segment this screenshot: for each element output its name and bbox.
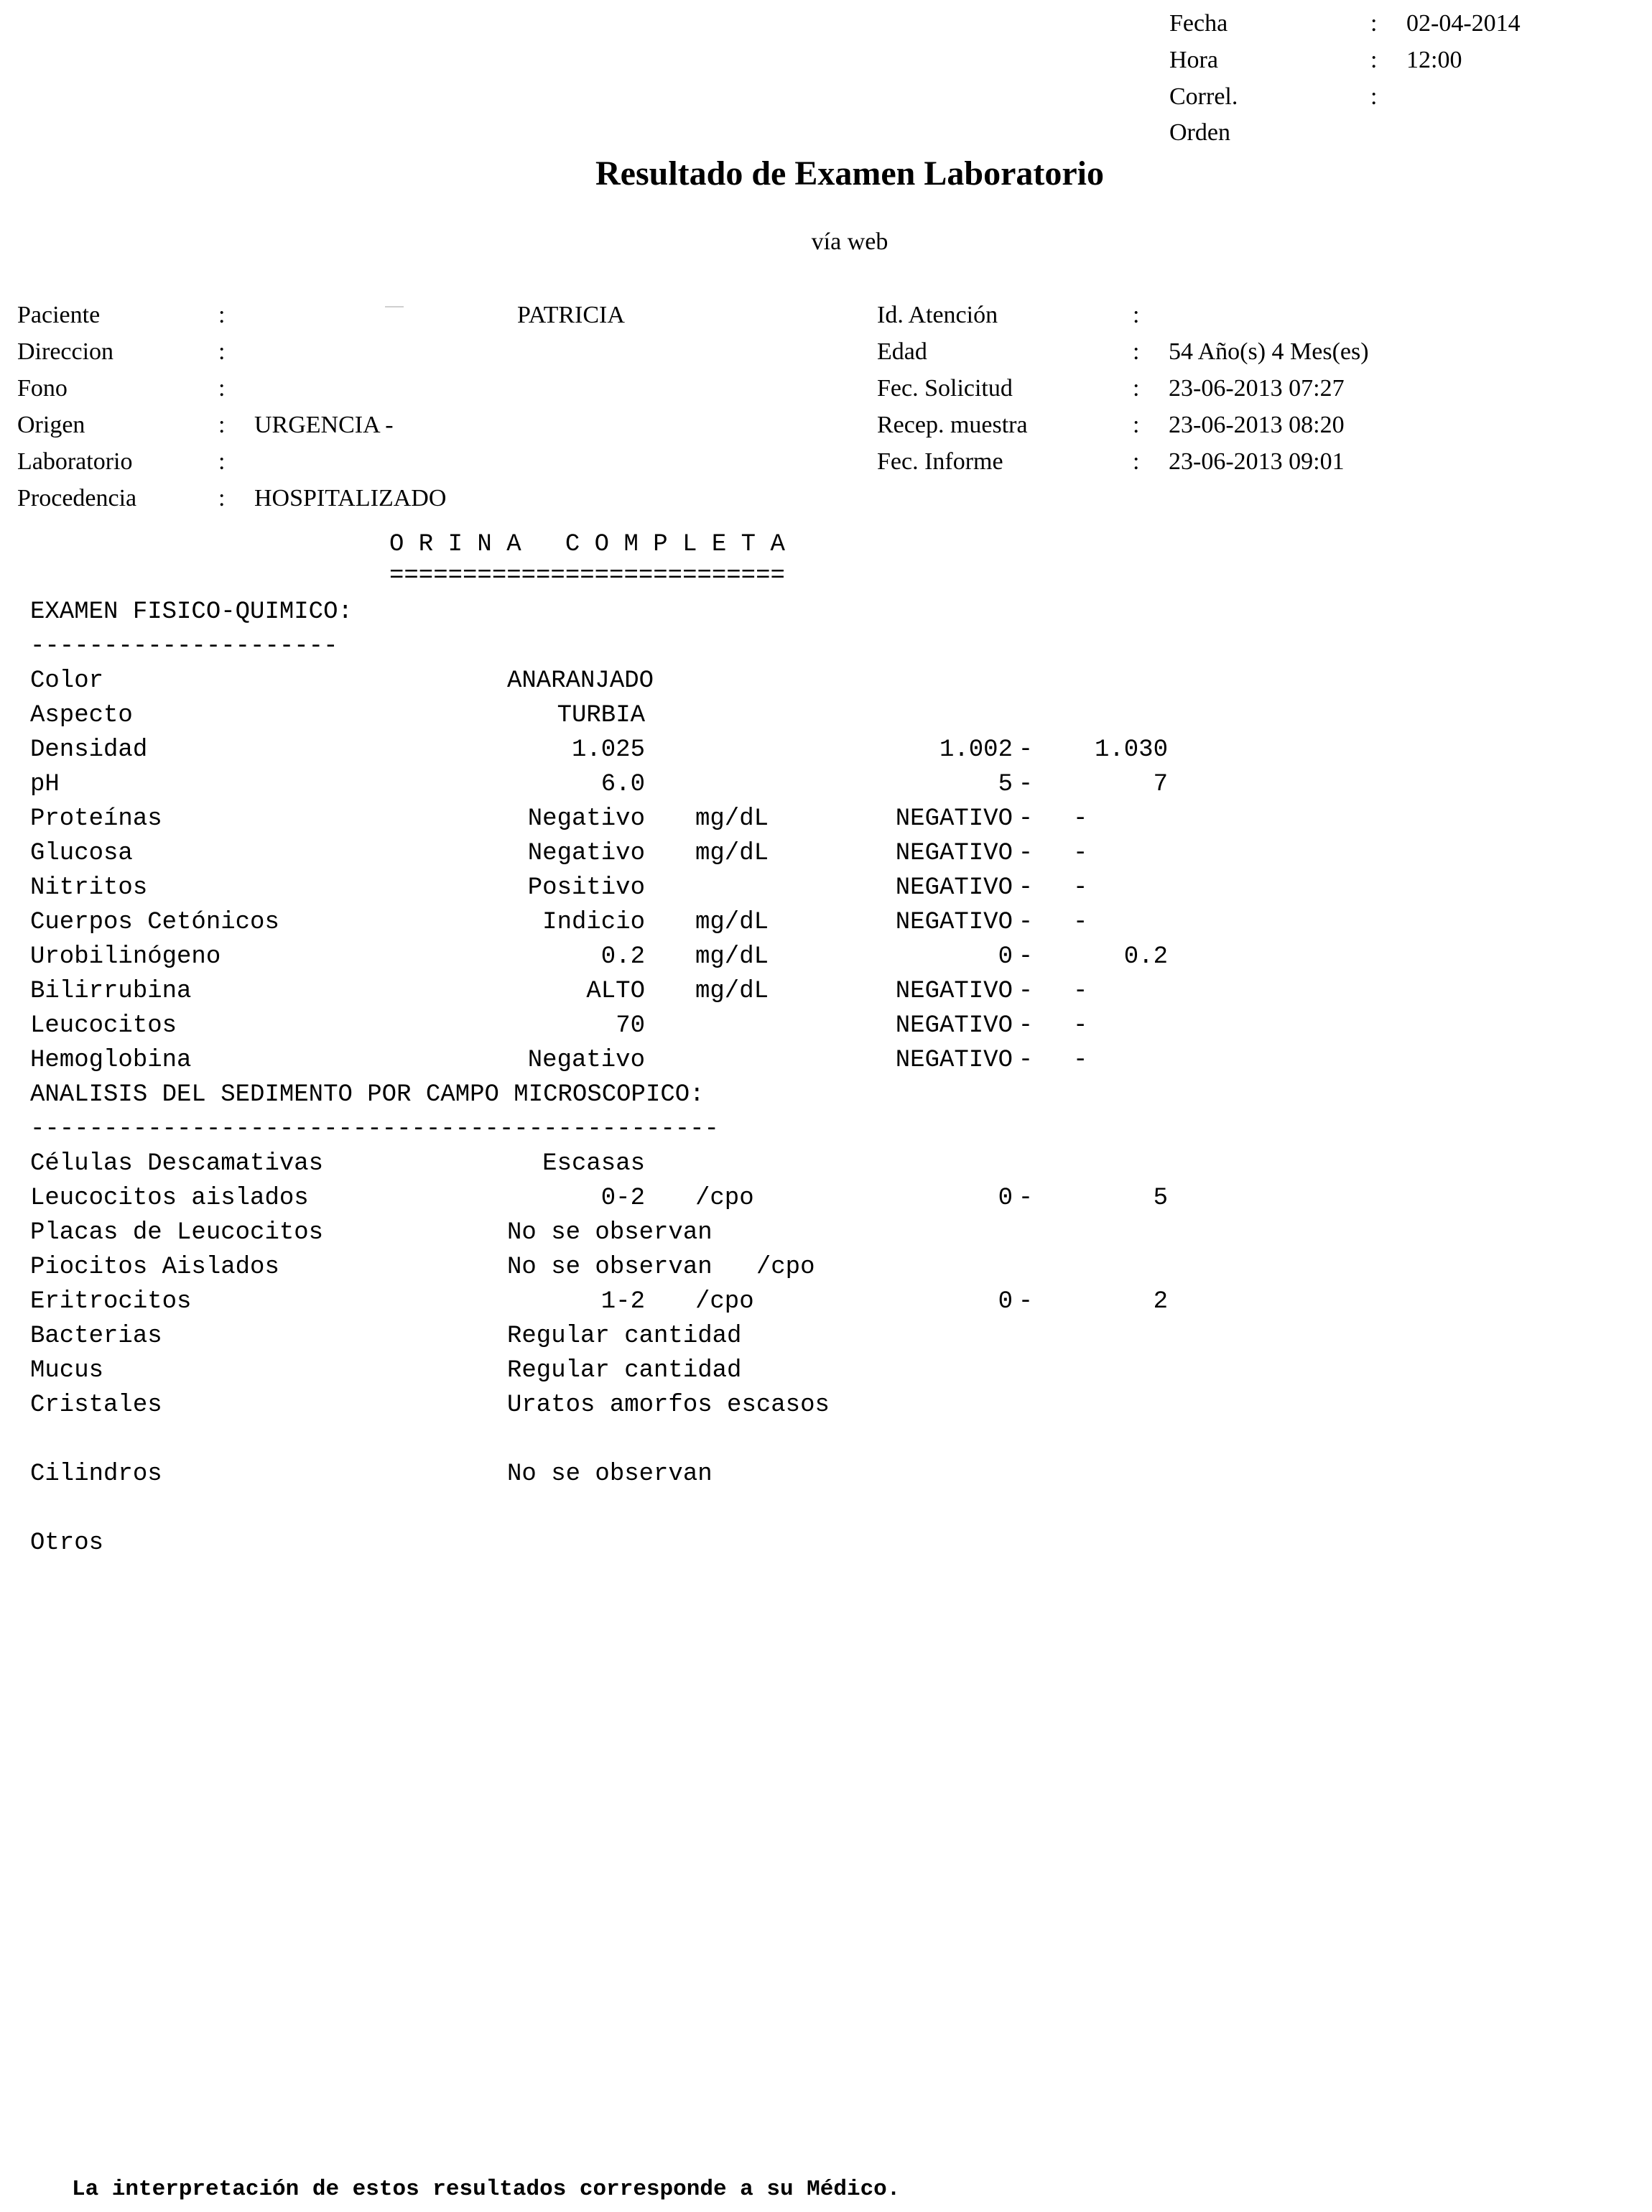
result-row	[30, 1388, 830, 1422]
result-unit: /cpo	[695, 1185, 754, 1212]
reference-low: 0	[998, 1185, 1013, 1212]
meta-label: Correl. Orden	[1169, 83, 1238, 146]
reference-separator: -	[1018, 909, 1034, 936]
redaction-mark	[385, 306, 404, 307]
result-name: Piocitos Aislados	[30, 1254, 279, 1281]
result-row	[30, 1216, 719, 1250]
info-colon: :	[218, 302, 226, 328]
info-label: Edad	[877, 338, 927, 365]
reference-low: 0	[998, 943, 1013, 971]
reference-low: NEGATIVO	[895, 1047, 1013, 1074]
info-value: 23-06-2013 08:20	[1169, 412, 1345, 438]
info-label: Fec. Solicitud	[877, 375, 1013, 402]
result-name: Bilirrubina	[30, 978, 192, 1005]
patient-name: PATRICIA	[517, 302, 625, 328]
meta-label: Fecha	[1169, 10, 1228, 37]
reference-high: -	[1073, 874, 1088, 902]
info-label: Procedencia	[17, 485, 137, 512]
meta-colon: :	[1370, 47, 1378, 73]
info-label: Direccion	[17, 338, 114, 365]
result-value: Indicio	[542, 909, 645, 936]
info-value: URGENCIA -	[254, 412, 394, 438]
section-rule: ---------------------	[30, 633, 338, 660]
blank-line	[30, 1491, 719, 1526]
reference-low: 0	[998, 1288, 1013, 1315]
reference-high: -	[1073, 978, 1088, 1005]
reference-separator: -	[1018, 943, 1034, 971]
result-row	[30, 1250, 815, 1285]
section-rule: -----------------------------------------------	[30, 1116, 719, 1143]
info-label: Fono	[17, 375, 68, 402]
reference-high: 2	[1153, 1288, 1168, 1315]
result-value: Negativo	[527, 840, 645, 867]
info-label: Id. Atención	[877, 302, 998, 328]
result-value: 1.025	[571, 736, 645, 764]
reference-low: 1.002	[939, 736, 1013, 764]
result-unit: /cpo	[695, 1288, 754, 1315]
info-label: Recep. muestra	[877, 412, 1028, 438]
result-row	[30, 1181, 1168, 1216]
reference-separator: -	[1018, 805, 1034, 833]
result-name: Color	[30, 667, 104, 695]
info-value: 23-06-2013 07:27	[1169, 375, 1345, 402]
result-row	[30, 1009, 1088, 1043]
info-value: 23-06-2013 09:01	[1169, 448, 1345, 475]
result-row	[30, 733, 1168, 767]
meta-value: 12:00	[1406, 47, 1462, 73]
result-name: Hemoglobina	[30, 1047, 192, 1074]
result-value: 0-2	[600, 1185, 645, 1212]
reference-high: -	[1073, 1012, 1088, 1040]
result-value: Negativo	[527, 1047, 645, 1074]
footer-note: La interpretación de estos resultados corresponde a su Médico.	[72, 2177, 901, 2202]
info-colon: :	[1133, 375, 1140, 402]
exam-title: O R I N A C O M P L E T A	[389, 531, 785, 558]
result-row	[30, 1147, 719, 1181]
blank-line	[30, 1422, 719, 1457]
result-unit: mg/dL	[695, 805, 769, 833]
reference-separator: -	[1018, 840, 1034, 867]
result-row	[30, 871, 1088, 905]
reference-separator: -	[1018, 1047, 1034, 1074]
result-value: 6.0	[600, 771, 645, 798]
result-value: No se observan /cpo	[507, 1254, 815, 1281]
results-block	[30, 595, 1168, 1560]
result-value: Regular cantidad	[507, 1357, 742, 1384]
info-value: 54 Año(s) 4 Mes(es)	[1169, 338, 1369, 365]
reference-separator: -	[1018, 1012, 1034, 1040]
reference-high: -	[1073, 909, 1088, 936]
result-row	[30, 940, 1168, 974]
reference-separator: -	[1018, 978, 1034, 1005]
result-value: Escasas	[542, 1150, 645, 1177]
reference-separator: -	[1018, 1288, 1034, 1315]
meta-value: 02-04-2014	[1406, 10, 1521, 37]
report-title: Resultado de Examen Laboratorio	[595, 154, 1104, 193]
result-name: Proteínas	[30, 805, 162, 833]
result-row	[30, 767, 1168, 802]
result-row	[30, 802, 1088, 836]
result-unit: mg/dL	[695, 943, 769, 971]
result-row	[30, 974, 1088, 1009]
reference-low: NEGATIVO	[895, 805, 1013, 833]
result-name: Nitritos	[30, 874, 148, 902]
result-name: Placas de Leucocitos	[30, 1219, 324, 1246]
result-name: Leucocitos aislados	[30, 1185, 309, 1212]
info-colon: :	[218, 448, 226, 475]
result-row	[30, 1353, 742, 1388]
exam-title-underline: ===========================	[389, 563, 785, 590]
result-row	[30, 836, 1088, 871]
result-name: Cuerpos Cetónicos	[30, 909, 279, 936]
meta-label: Hora	[1169, 47, 1218, 73]
result-name: Densidad	[30, 736, 148, 764]
result-row	[30, 1285, 1168, 1319]
reference-separator: -	[1018, 874, 1034, 902]
reference-low: NEGATIVO	[895, 840, 1013, 867]
info-label: Fec. Informe	[877, 448, 1003, 475]
result-row-cilindros	[30, 1457, 719, 1491]
result-name: Eritrocitos	[30, 1288, 192, 1315]
result-value: Negativo	[527, 805, 645, 833]
info-label: Origen	[17, 412, 85, 438]
section-title-sediment: ANALISIS DEL SEDIMENTO POR CAMPO MICROSCOPICO:	[30, 1081, 705, 1109]
info-label: Paciente	[17, 302, 101, 328]
info-colon: :	[1133, 448, 1140, 475]
reference-high: -	[1073, 805, 1088, 833]
report-subtitle: vía web	[811, 228, 888, 255]
result-value: ANARANJADO	[507, 667, 654, 695]
result-value: 0.2	[600, 943, 645, 971]
result-unit: mg/dL	[695, 978, 769, 1005]
reference-separator: -	[1018, 1185, 1034, 1212]
section-title-physico-chemical: EXAMEN FISICO-QUIMICO:	[30, 598, 353, 626]
physico-chemical-table	[30, 664, 1168, 1078]
result-name: Cilindros	[30, 1461, 162, 1488]
info-colon: :	[218, 412, 226, 438]
reference-high: 5	[1153, 1185, 1168, 1212]
result-unit: mg/dL	[695, 909, 769, 936]
result-name: Aspecto	[30, 702, 133, 729]
result-row	[30, 1319, 742, 1353]
result-name: Células Descamativas	[30, 1150, 324, 1177]
result-value: TURBIA	[557, 702, 645, 729]
result-value: No se observan	[507, 1461, 713, 1488]
result-value: ALTO	[586, 978, 645, 1005]
result-row-otros	[30, 1526, 719, 1560]
sediment-table	[30, 1147, 1168, 1422]
result-unit: mg/dL	[695, 840, 769, 867]
result-name: Glucosa	[30, 840, 133, 867]
reference-separator: -	[1018, 736, 1034, 764]
result-name: Bacterias	[30, 1323, 162, 1350]
reference-low: NEGATIVO	[895, 1012, 1013, 1040]
result-value: No se observan	[507, 1219, 713, 1246]
result-name: Cristales	[30, 1392, 162, 1419]
result-name: Urobilinógeno	[30, 943, 221, 971]
reference-low: NEGATIVO	[895, 874, 1013, 902]
info-colon: :	[1133, 412, 1140, 438]
result-value: 1-2	[600, 1288, 645, 1315]
result-row	[30, 1043, 1088, 1078]
info-colon: :	[1133, 302, 1140, 328]
result-row	[30, 664, 719, 698]
result-value: Uratos amorfos escasos	[507, 1392, 830, 1419]
info-colon: :	[218, 338, 226, 365]
info-label: Laboratorio	[17, 448, 133, 475]
result-row	[30, 905, 1088, 940]
reference-low: NEGATIVO	[895, 978, 1013, 1005]
reference-high: 7	[1153, 771, 1168, 798]
result-value: Positivo	[527, 874, 645, 902]
reference-low: 5	[998, 771, 1013, 798]
info-colon: :	[218, 375, 226, 402]
reference-high: 0.2	[1123, 943, 1168, 971]
reference-low: NEGATIVO	[895, 909, 1013, 936]
result-name: Leucocitos	[30, 1012, 177, 1040]
result-row	[30, 698, 719, 733]
result-value: 70	[616, 1012, 645, 1040]
info-colon: :	[1133, 338, 1140, 365]
reference-separator: -	[1018, 771, 1034, 798]
result-name: Mucus	[30, 1357, 104, 1384]
info-value: HOSPITALIZADO	[254, 485, 447, 512]
result-name: Otros	[30, 1530, 104, 1557]
reference-high: -	[1073, 840, 1088, 867]
info-colon: :	[218, 485, 226, 512]
reference-high: 1.030	[1094, 736, 1168, 764]
result-value: Regular cantidad	[507, 1323, 742, 1350]
meta-colon: :	[1370, 83, 1378, 110]
result-name: pH	[30, 771, 60, 798]
meta-colon: :	[1370, 10, 1378, 37]
reference-high: -	[1073, 1047, 1088, 1074]
